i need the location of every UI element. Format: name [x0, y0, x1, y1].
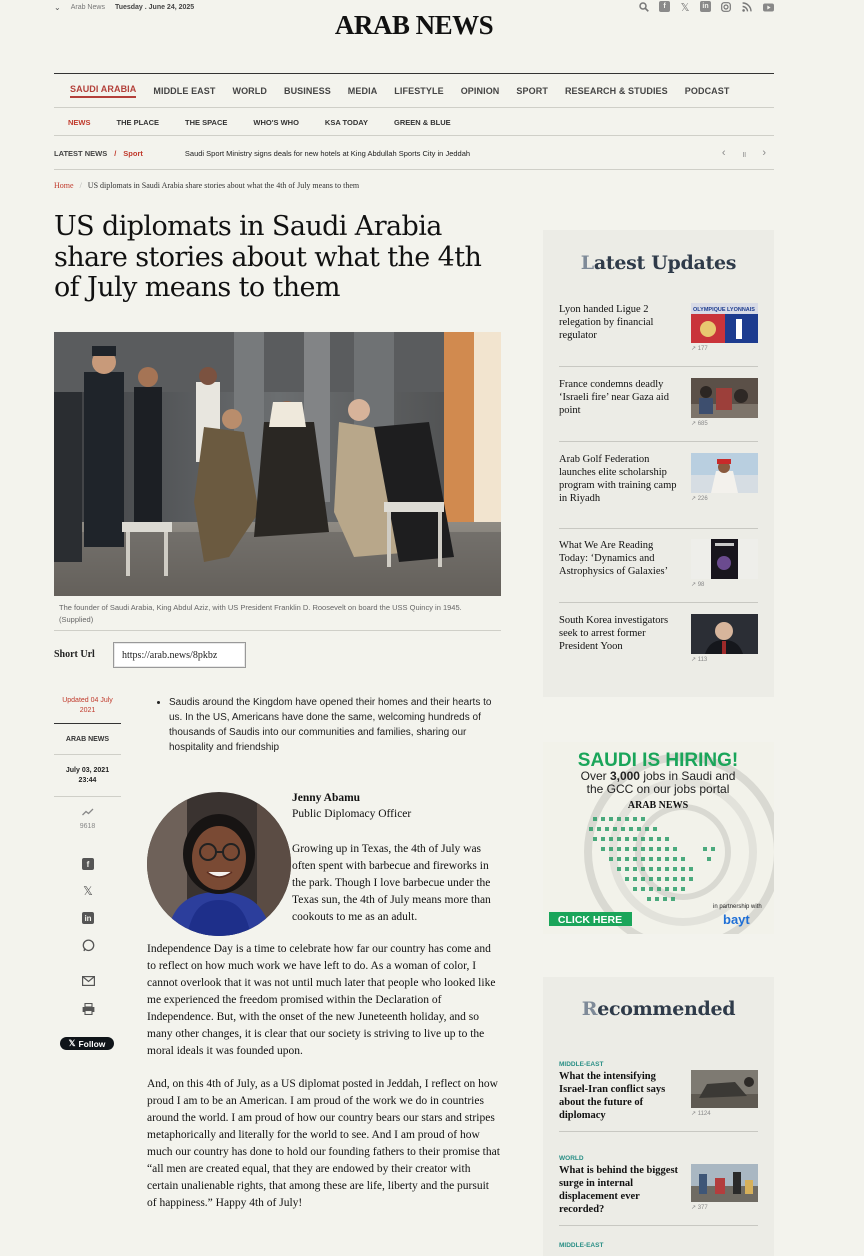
trending-icon: ↗ [691, 346, 697, 352]
article-meta [54, 690, 121, 833]
recommended-views [691, 1204, 708, 1211]
ad-partner: bayt [723, 912, 750, 927]
facebook-share-icon[interactable]: f [82, 858, 94, 870]
article-title: US diplomats in Saudi Arabia share stories about what the 4th of July means to them [54, 211, 482, 303]
recommended-thumbnail[interactable] [691, 1070, 758, 1108]
recommended-title [543, 998, 774, 1020]
nav-item-opinion[interactable]: OPINION [460, 85, 500, 96]
recommended-thumbnail[interactable] [691, 1164, 758, 1202]
recommended-item[interactable] [559, 1061, 758, 1132]
trending-icon [54, 808, 121, 821]
breadcrumb-current: US diplomats in Saudi Arabia share stories about what the 4th of July means to them [87, 181, 360, 190]
published-datetime [54, 755, 121, 797]
print-icon[interactable] [81, 1002, 95, 1016]
published-time: 23:44 [78, 777, 97, 784]
highlight-item: • Saudis around the Kingdom have opened their homes and their hearts to us. In the US, Americans have done the same, welcoming hundreds of thousands of Saudis into our communities and families, sharing our hospitality and friendship [169, 695, 492, 755]
nav-item-media[interactable]: MEDIA [347, 85, 378, 96]
x-share-icon[interactable]: 𝕏 [83, 884, 93, 898]
latest-update-thumbnail[interactable] [691, 453, 758, 493]
view-count-value: 226 [697, 496, 708, 502]
short-url-field[interactable]: https://arab.news/8pkbz [113, 642, 246, 668]
title-rest: atest Updates [593, 252, 737, 274]
latest-update-item[interactable] [559, 453, 758, 529]
current-date: Tuesday . June 24, 2025 [114, 4, 195, 11]
article-paragraph: And, on this 4th of July, as a US diplomat posted in Jeddah, I reflect on how proud I am to be an American. I am proud of the work we do in countries around the world. I am proud of how our country bears our stars and stripes metaphorically and literally for the world to see. And I am proud of how much our country has done to hold our founding fathers to their promise that “all men are created equal, that they are endowed by their creator with certain unalienable rights, that among these are life, liberty and the pursuit of happiness.” Happy 4th of July! [147, 1078, 500, 1209]
subnav-item-whos-who[interactable]: WHO'S WHO [253, 117, 299, 127]
latest-update-views [691, 495, 708, 502]
latest-updates-title [543, 252, 774, 274]
whatsapp-share-icon[interactable] [81, 938, 95, 952]
image-caption: The founder of Saudi Arabia, King Abdul Aziz, with US President Franklin D. Roosevelt on board the USS Quincy in 1945. (Supplied) [59, 603, 462, 624]
recommended-panel [543, 977, 774, 1256]
ad-line1-post: jobs in Saudi and [639, 769, 736, 783]
svg-text:Over 3,000 jobs in Saudi and [581, 769, 736, 783]
latest-update-views [691, 656, 707, 663]
follow-label: Follow [78, 1038, 106, 1049]
x-icon[interactable]: 𝕏 [680, 1, 690, 14]
site-label[interactable]: Arab News [70, 4, 105, 11]
latest-updates-panel [543, 230, 774, 697]
latest-update-title[interactable]: Lyon handed Ligue 2 relegation by financial regulator [559, 304, 654, 341]
subnav-item-news[interactable]: NEWS [68, 117, 91, 127]
latest-update-item[interactable] [559, 378, 758, 442]
ticker-separator: / [114, 148, 117, 158]
ad-line2: the GCC on our jobs portal [586, 782, 730, 796]
latest-update-thumbnail[interactable] [691, 303, 758, 343]
trending-icon: ↗ [691, 582, 697, 588]
nav-item-lifestyle[interactable]: LIFESTYLE [394, 85, 444, 96]
site-logo[interactable]: ARAB NEWS [334, 10, 494, 40]
subnav-item-green-blue[interactable]: GREEN & BLUE [394, 117, 451, 127]
rss-icon[interactable] [741, 1, 753, 13]
facebook-icon[interactable]: f [659, 1, 670, 12]
nav-item-middle-east[interactable]: MIDDLE EAST [153, 85, 216, 96]
instagram-icon[interactable] [720, 1, 732, 13]
article-source: ARAB NEWS [54, 724, 121, 755]
share-bar [80, 858, 96, 1030]
nav-item-business[interactable]: BUSINESS [283, 85, 331, 96]
jobs-ad-banner[interactable] [543, 742, 774, 934]
latest-update-item[interactable] [559, 539, 758, 603]
subnav-item-the-place[interactable]: THE PLACE [116, 117, 160, 127]
recommended-title-text[interactable]: What is behind the biggest surge in internal displacement ever recorded? [559, 1165, 679, 1215]
recommended-item[interactable] [559, 1242, 758, 1256]
view-count-value: 685 [697, 421, 708, 427]
latest-update-views [691, 420, 708, 427]
nav-item-label: SAUDI ARABIA [70, 84, 136, 98]
recommended-category[interactable]: WORLD [559, 1155, 584, 1162]
main-nav [54, 74, 774, 108]
trending-icon: ↗ [691, 1111, 697, 1117]
ticker-category[interactable]: Sport [123, 148, 143, 158]
view-count-value: 113 [697, 657, 708, 663]
short-url-label: Short Url [54, 649, 95, 660]
subnav-item-the-space[interactable]: THE SPACE [185, 117, 228, 127]
ticker-headline[interactable]: Saudi Sport Ministry signs deals for new hotels at King Abdullah Sports City in Jeddah [184, 148, 471, 158]
article-paragraph: Independence Day is a time to celebrate how far our country has come and to reflect on how much work we have left to do. As a woman of color, I cannot overlook that it was not until much later that people who looked like me experienced the freedom promised within the Declaration of Independence. But, with the onset of the new Juneteenth holiday, and so many other changes, it is clear that our society is striving to live up to the moral ideals it was founded upon. [147, 943, 496, 1057]
title-rest: ecommended [597, 998, 736, 1020]
article-highlight [157, 695, 492, 755]
breadcrumb-separator: / [79, 181, 82, 190]
breadcrumb [54, 181, 359, 190]
nav-item-research-studies[interactable]: RESEARCH & STUDIES [564, 85, 668, 96]
latest-update-thumbnail[interactable] [691, 614, 758, 654]
sub-nav [54, 109, 774, 136]
x-icon: 𝕏 [68, 1038, 76, 1048]
nav-item-saudi-arabia[interactable] [54, 74, 145, 108]
nav-item-podcast[interactable]: PODCAST [684, 85, 730, 96]
author-name: Jenny Abamu [292, 792, 361, 804]
ad-brand: ARAB NEWS [627, 800, 689, 811]
nav-item-world[interactable]: WORLD [232, 85, 267, 96]
youtube-icon[interactable] [762, 1, 774, 13]
view-count [54, 797, 121, 833]
latest-update-item[interactable] [559, 303, 758, 367]
view-count-value: 1124 [697, 1111, 711, 1117]
ad-line1-pre: Over [580, 769, 610, 783]
chevron-left-icon[interactable]: ‹ [721, 146, 726, 159]
chevron-down-icon[interactable]: ⌄ [54, 3, 61, 12]
nav-item-sport[interactable]: SPORT [516, 85, 548, 96]
updated-date: Updated 04 July 2021 [54, 690, 121, 724]
author-role: Public Diplomacy Officer [292, 808, 412, 820]
published-date: July 03, 2021 [65, 767, 110, 774]
recommended-category[interactable]: MIDDLE-EAST [559, 1061, 604, 1068]
recommended-views [691, 1110, 711, 1117]
latest-update-title[interactable]: What We Are Reading Today: ‘Dynamics and Astrophysics of Galaxies’ [559, 540, 669, 577]
latest-update-thumbnail[interactable] [691, 378, 758, 418]
subnav-item-ksa-today[interactable]: KSA TODAY [324, 117, 368, 127]
view-count-value: 377 [697, 1205, 708, 1211]
email-share-icon[interactable] [81, 974, 95, 988]
latest-update-views [691, 345, 708, 352]
trending-icon: ↗ [691, 1205, 697, 1211]
recommended-item[interactable] [559, 1155, 758, 1226]
chevron-right-icon[interactable]: › [762, 146, 766, 159]
ad-jobs-count: 3,000 [609, 769, 640, 783]
ticker-label: LATEST NEWS [54, 148, 108, 158]
trending-icon: ↗ [691, 657, 697, 663]
ticker-controls [722, 147, 774, 160]
latest-update-thumbnail[interactable] [691, 539, 758, 579]
recommended-title-text[interactable]: What the intensifying Israel-Iran conflict says about the future of diplomacy [559, 1071, 666, 1121]
trending-icon: ↗ [691, 421, 697, 427]
title-initial: L [580, 252, 594, 274]
social-icons [638, 1, 774, 13]
breadcrumb-home[interactable]: Home [54, 181, 74, 190]
ad-headline: SAUDI IS HIRING! [577, 750, 739, 771]
ad-cta: CLICK HERE [557, 914, 623, 926]
thumbnail-text: OLYMPIQUE LYONNAIS [693, 307, 755, 313]
trending-icon: ↗ [691, 496, 697, 502]
view-count-value: 9618 [79, 823, 96, 830]
view-count-value: 98 [697, 582, 705, 588]
view-count-value: 177 [697, 346, 708, 352]
pause-icon[interactable]: ॥ [741, 149, 747, 159]
hero-image [54, 332, 501, 596]
linkedin-share-icon[interactable]: in [82, 912, 94, 924]
article-paragraph: Growing up in Texas, the 4th of July was often spent with barbecue and fireworks in the park. Though I love barbecue under the Texas sun, the 4th of July means more than cookouts to me as an adult. [292, 843, 491, 923]
latest-update-item[interactable] [559, 614, 758, 678]
x-follow-button[interactable] [60, 1037, 114, 1050]
author-photo [147, 792, 291, 936]
search-icon[interactable] [638, 1, 650, 13]
recommended-category[interactable]: MIDDLE-EAST [559, 1242, 604, 1249]
linkedin-icon[interactable]: in [700, 1, 711, 12]
latest-update-views [691, 581, 704, 588]
ad-partner-label: in partnership with [713, 904, 762, 910]
latest-update-title[interactable]: France condemns deadly ‘Israeli fire’ near Gaza aid point [559, 379, 669, 416]
latest-update-title[interactable]: South Korea investigators seek to arrest former President Yoon [559, 615, 669, 652]
caption-divider [54, 630, 501, 631]
latest-update-title[interactable]: Arab Golf Federation launches elite scholarship program with training camp in Riyadh [559, 454, 677, 504]
title-initial: R [581, 998, 598, 1020]
news-ticker [54, 137, 774, 170]
